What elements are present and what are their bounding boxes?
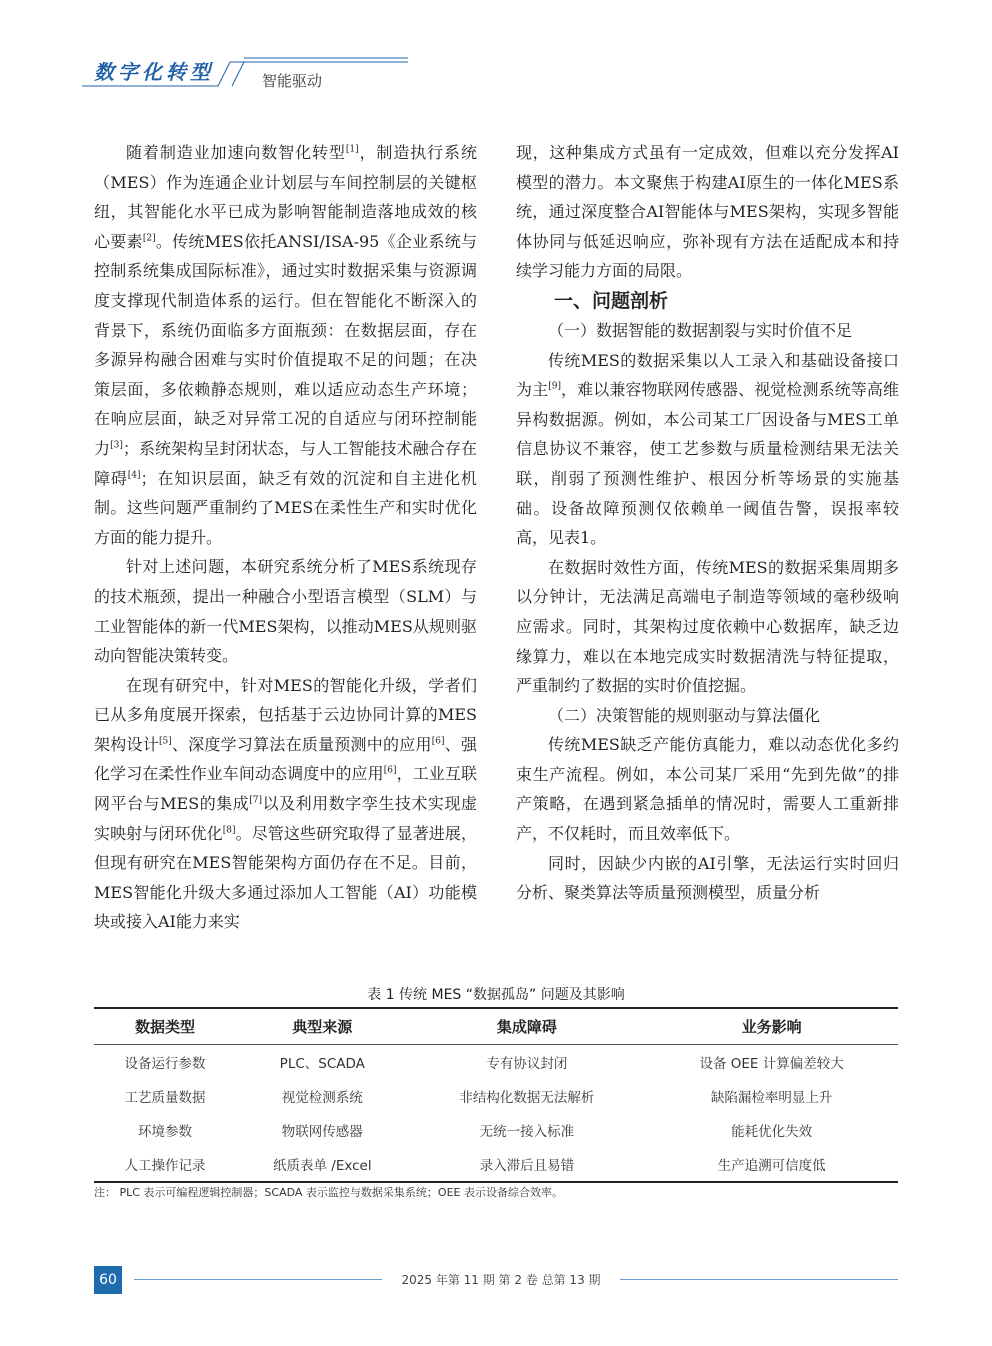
table-cell: 纸质表单 /Excel <box>236 1147 409 1182</box>
table-note: 注： PLC 表示可编程逻辑控制器；SCADA 表示监控与数据采集系统；OEE 表示设备综合效率。 <box>94 1186 563 1199</box>
paragraph: 传统MES缺乏产能仿真能力，难以动态优化多约束生产流程。例如，本公司某厂采用“先到先做”的排产策略，在遇到紧急插单的情况时，需要人工重新排产，不仅耗时，而且效率低下。 <box>516 735 899 844</box>
table-cell: 专有协议封闭 <box>486 1056 568 1072</box>
table-cell: 非结构化数据无法解析 <box>459 1090 595 1106</box>
page-number: 60 <box>94 1266 122 1294</box>
table-cell: 环境参数 <box>137 1124 192 1140</box>
table-cell: 录入滞后且易错 <box>409 1147 646 1182</box>
table-header-cell: 业务影响 <box>645 1008 898 1045</box>
table-cell: 能耗优化失效 <box>731 1124 813 1140</box>
left-column <box>94 138 477 937</box>
subsection-title: （一）数据智能的数据割裂与实时价值不足 <box>548 320 853 340</box>
footer-rule-left <box>134 1279 382 1280</box>
table-cell: 缺陷漏检率明显上升 <box>710 1090 833 1106</box>
table-row <box>94 1147 898 1182</box>
issue-info: 2025 年第 11 期 第 2 卷 总第 13 期 <box>401 1273 601 1287</box>
table-cell: 设备运行参数 <box>124 1056 206 1072</box>
table-row <box>94 1045 898 1080</box>
table-cell: 设备 OEE 计算偏差较大 <box>699 1056 844 1072</box>
section-title: 一、问题剖析 <box>554 289 669 312</box>
header-decoration <box>0 0 992 100</box>
subsection-title: （二）决策智能的规则驱动与算法僵化 <box>548 705 821 725</box>
paragraph: 针对上述问题，本研究系统分析了MES系统现存的技术瓶颈，提出一种融合小型语言模型（SLM）与工业智能体的新一代MES架构，以推动MES从规则驱动向智能决策转变。 <box>94 557 477 666</box>
paragraph: 在数据时效性方面，传统MES的数据采集周期多以分钟计，无法满足高端电子制造等领域的毫秒级响应需求。同时，其架构过度依赖中心数据库，缺乏边缘算力，难以在本地完成实时数据清洗与特征提取，严重制约了数据的实时价值挖掘。 <box>516 557 899 696</box>
table-cell: 人工操作记录 <box>94 1147 236 1182</box>
table-cell: 物联网传感器 <box>281 1124 363 1140</box>
section-label: 智能驱动 <box>262 72 323 90</box>
table-header-cell: 典型来源 <box>236 1008 409 1045</box>
table-row <box>94 1113 898 1147</box>
table-cell: PLC、SCADA <box>279 1056 365 1072</box>
table-cell: 工艺质量数据 <box>124 1090 206 1106</box>
table-header-row <box>94 1008 898 1045</box>
paragraph: 现，这种集成方式虽有一定成效，但难以充分发挥AI模型的潜力。本文聚焦于构建AI原生的一体化MES系统，通过深度整合AI智能体与MES架构，实现多智能体协同与低延迟响应，弥补现有方法在适配成本和持续学习能力方面的局限。 <box>516 143 899 281</box>
footer-rule-right <box>620 1279 898 1280</box>
right-column <box>516 138 899 908</box>
table-caption: 表 1 传统 MES “数据孤岛” 问题及其影响 <box>367 987 625 1003</box>
data-table <box>94 1007 898 1183</box>
paragraph: 传统MES的数据采集以人工录入和基础设备接口为主[9]，难以兼容物联网传感器、视觉检测系统等高维异构数据源。例如，本公司某工厂因设备与MES工单信息协议不兼容，使工艺参数与质量检测结果无法关联，削弱了预测性维护、根因分析等场景的实施基础。设备故障预测仅依赖单一阈值告警，误报率较高，见表1。 <box>516 350 899 548</box>
table-header-cell: 集成障碍 <box>409 1008 646 1045</box>
table-cell: 无统一接入标准 <box>479 1124 575 1140</box>
paragraph: 同时，因缺少内嵌的AI引擎，无法运行实时回归分析、聚类算法等质量预测模型，质量分析 <box>516 853 899 903</box>
table-header-cell: 数据类型 <box>94 1008 236 1045</box>
table-row <box>94 1079 898 1113</box>
journal-logo: 数字化转型 <box>94 60 214 84</box>
paragraph: 随着制造业加速向数智化转型[1]，制造执行系统（MES）作为连通企业计划层与车间控制层的关键枢纽，其智能化水平已成为影响智能制造落地成效的核心要素[2]。传统MES依托ANSI/ISA-95《企业系统与控制系统集成国际标准》，通过实时数据采集与资源调度支撑现代制造体系的运行。但在智能化不断深入的背景下，系统仍面临多方面瓶颈：在数据层面，存在多源异构融合困难与实时价值提取不足的问题；在决策层面，多依赖静态规则，难以适应动态生产环境；在响应层面，缺乏对异常工况的自适应与闭环控制能力[3]；系统架构呈封闭状态，与人工智能技术融合存在障碍[4]；在知识层面，缺乏有效的沉淀和自主进化机制。这些问题严重制约了MES在柔性生产和实时优化方面的能力提升。 <box>94 143 477 547</box>
table-cell: 视觉检测系统 <box>281 1090 363 1106</box>
paragraph: 在现有研究中，针对MES的智能化升级，学者们已从多角度展开探索，包括基于云边协同计算的MES架构设计[5]、深度学习算法在质量预测中的应用[6]、强化学习在柔性作业车间动态调度中的应用[6]，工业互联网平台与MES的集成[7]以及利用数字孪生技术实现虚实映射与闭环优化[8]。尽管这些研究取得了显著进展，但现有研究在MES智能架构方面仍存在不足。目前，MES智能化升级大多通过添加人工智能（AI）功能模块或接入AI能力来实 <box>94 675 477 932</box>
table-cell: 生产追溯可信度低 <box>645 1147 898 1182</box>
